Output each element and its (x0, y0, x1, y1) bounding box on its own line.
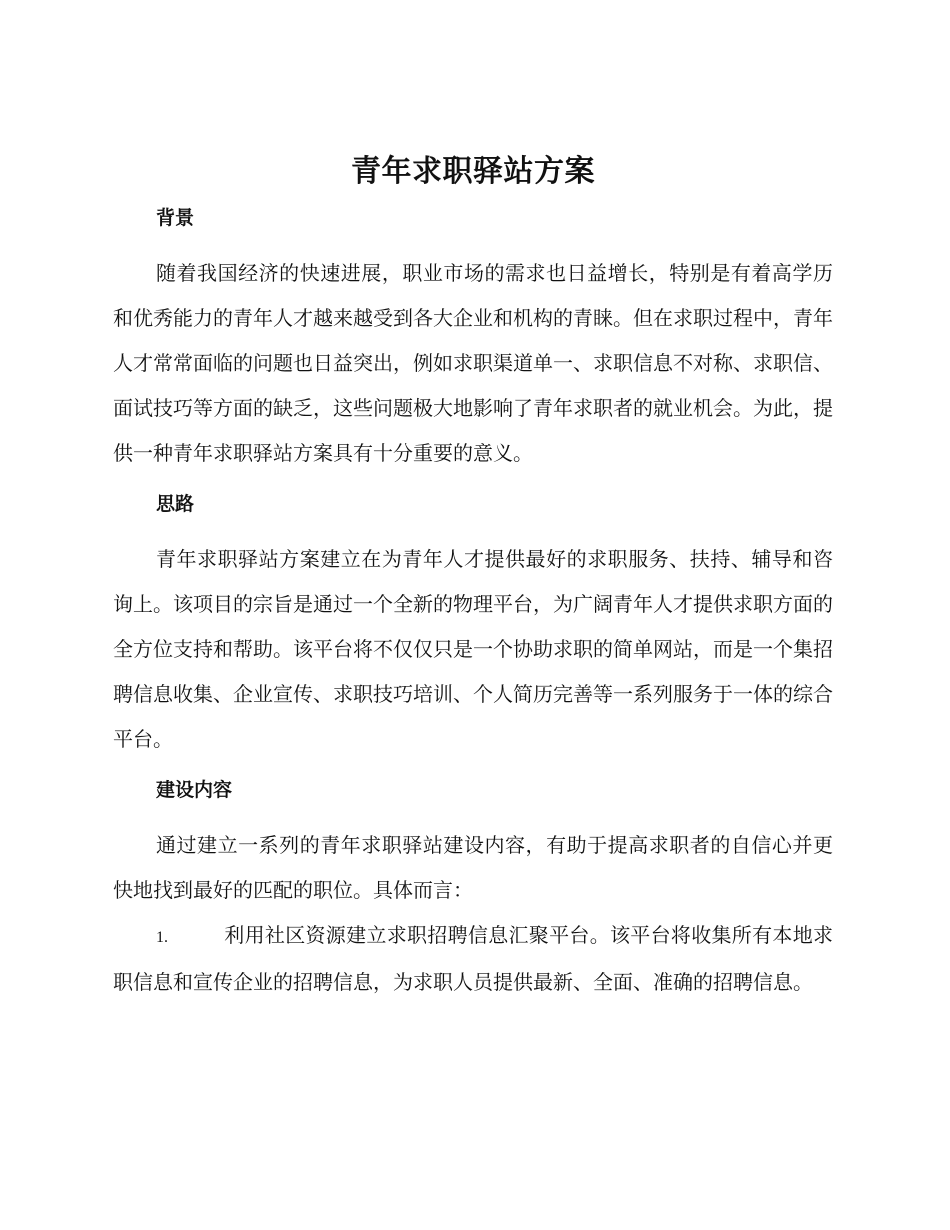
paragraph-background: 随着我国经济的快速进展，职业市场的需求也日益增长，特别是有着高学历和优秀能力的青年人才越来越受到各大企业和机构的青睐。但在求职过程中，青年人才常常面临的问题也日益突出，例如求职渠道单一、求职信息不对称、求职信、面试技巧等方面的缺乏，这些问题极大地影响了青年求职者的就业机会。为此，提供一种青年求职驿站方案具有十分重要的意义。 (113, 261, 833, 465)
section-approach (113, 490, 833, 762)
paragraph-construction: 通过建立一系列的青年求职驿站建设内容，有助于提高求职者的自信心并更快地找到最好的匹配的职位。具体而言： (113, 833, 833, 902)
section-heading-construction: 建设内容 (156, 779, 233, 801)
section-background (113, 204, 833, 476)
section-heading-approach: 思路 (156, 493, 195, 515)
list-item-number: 1. (156, 929, 168, 946)
paragraph-approach: 青年求职驿站方案建立在为青年人才提供最好的求职服务、扶持、辅导和咨询上。该项目的宗旨是通过一个全新的物理平台，为广阔青年人才提供求职方面的全方位支持和帮助。该平台将不仅仅只是一个协助求职的简单网站，而是一个集招聘信息收集、企业宣传、求职技巧培训、个人简历完善等一系列服务于一体的综合平台。 (113, 547, 833, 751)
list-item-text: 利用社区资源建立求职招聘信息汇聚平台。该平台将收集所有本地求职信息和宣传企业的招聘信息，为求职人员提供最新、全面、准确的招聘信息。 (113, 923, 833, 994)
document-page (113, 150, 833, 1019)
list-item (113, 913, 833, 1005)
document-title: 青年求职驿站方案 (351, 154, 595, 189)
section-construction (113, 776, 833, 1005)
section-heading-background: 背景 (156, 207, 195, 229)
